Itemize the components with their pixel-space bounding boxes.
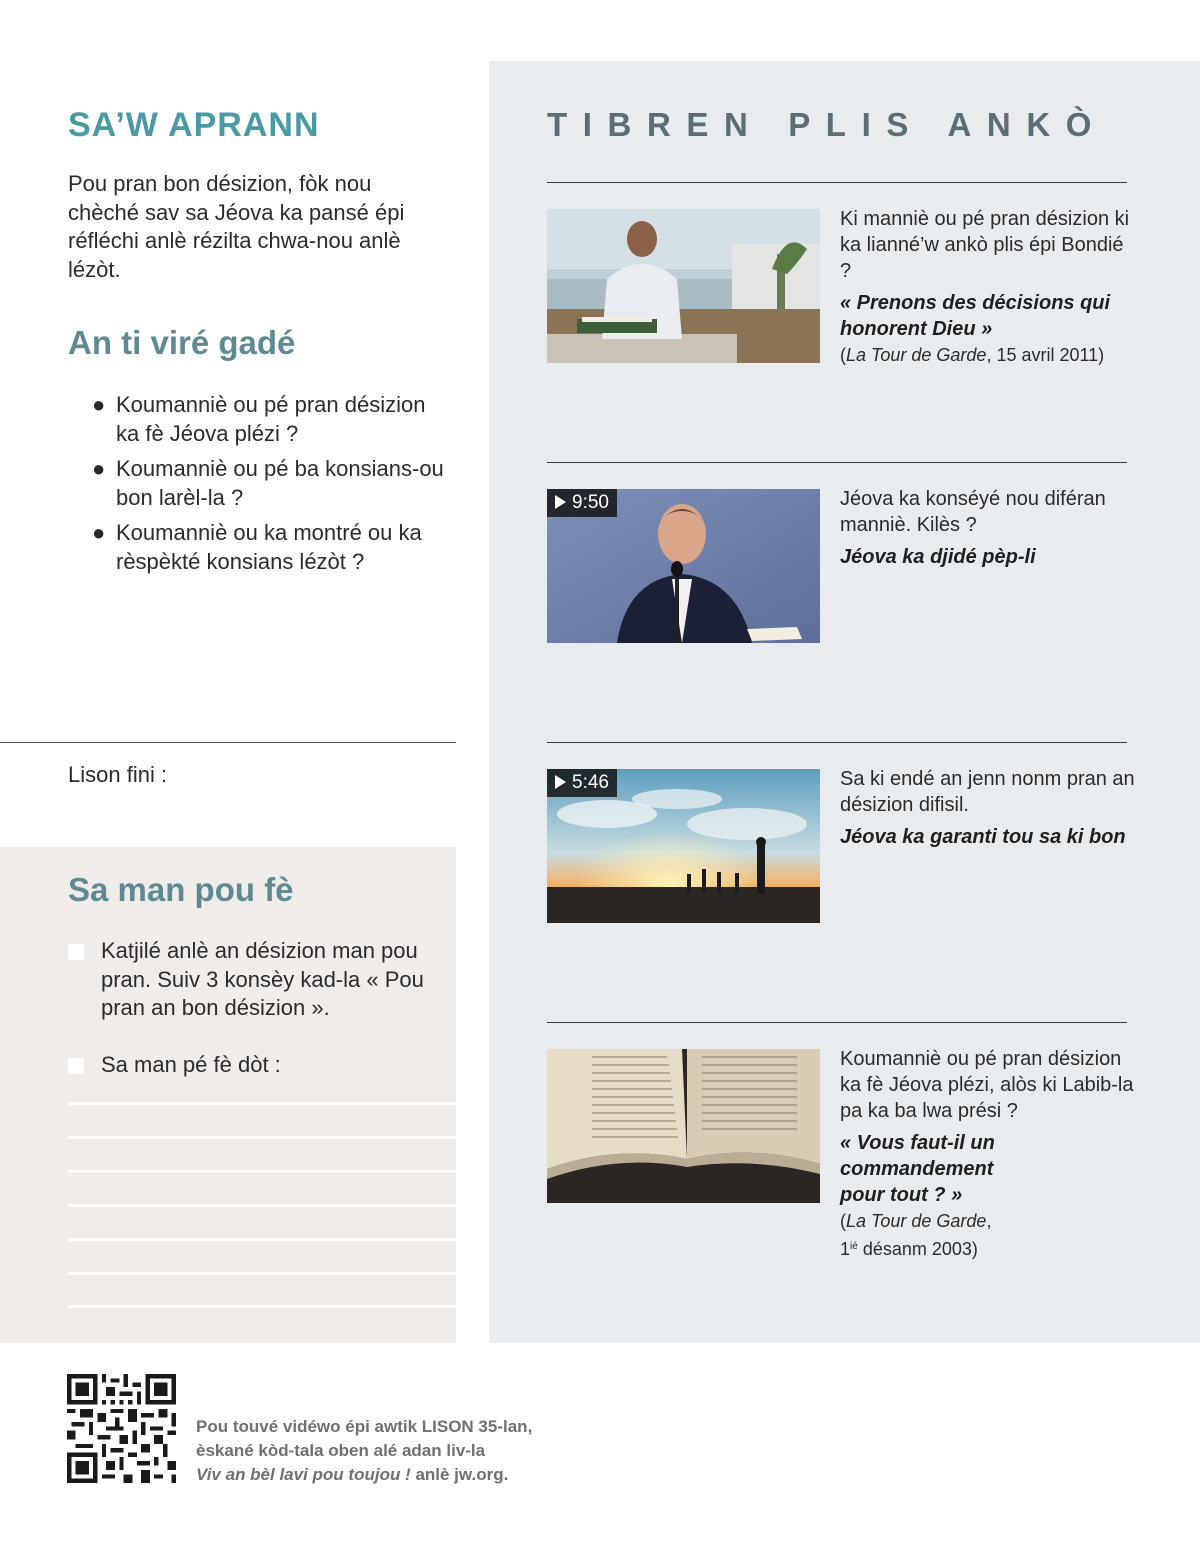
learn-more-title: TIBREN PLIS ANKÒ xyxy=(547,106,1108,143)
writing-line[interactable] xyxy=(68,1102,456,1105)
footer-instructions: Pou touvé vidéwo épi awtik LISON 35-lan, èskané kòd-tala oben alé adan liv-la Viv an bèl lavi pou toujou ! anlè jw.org. xyxy=(196,1417,533,1484)
article-thumbnail[interactable] xyxy=(547,209,820,363)
play-icon xyxy=(555,495,566,509)
video-link[interactable]: Jéova ka djidé pèp-li xyxy=(840,546,1036,568)
review-list xyxy=(92,391,452,583)
review-item: ● Koumanniè ou pé pran désizion ka fè Jéova plézi ? xyxy=(92,392,426,446)
video-question: Jéova ka konséyé nou diféran manniè. Kilès ? xyxy=(840,488,1106,536)
bullet-icon: ● xyxy=(92,392,106,417)
writing-line[interactable] xyxy=(68,1204,456,1207)
review-heading: An ti viré gadé xyxy=(68,324,296,361)
article-item xyxy=(840,206,1135,368)
checkbox[interactable] xyxy=(68,944,84,960)
video-thumbnail[interactable] xyxy=(547,489,820,643)
divider xyxy=(547,182,1127,183)
saw-aprann-title: SA’W APRANN xyxy=(68,106,320,144)
writing-line[interactable] xyxy=(68,1170,456,1173)
bullet-icon: ● xyxy=(92,456,106,481)
article-link[interactable]: « Vous faut-il un commandement pour tout ? » xyxy=(840,1132,995,1206)
bullet-icon: ● xyxy=(92,520,106,545)
action-heading: Sa man pou fè xyxy=(68,871,294,908)
divider xyxy=(547,1022,1127,1023)
review-item: ● Koumanniè ou ka montré ou ka rèspèkté konsians lézòt ? xyxy=(92,520,422,574)
article-question: Koumanniè ou pé pran désizion ka fè Jéova plézi, alòs ki Labib-la pa ka ba lwa prési ? xyxy=(840,1048,1134,1122)
man-studying-image xyxy=(547,209,820,363)
book-title-link[interactable]: Viv an bèl lavi pou toujou ! xyxy=(196,1465,411,1484)
saw-aprann-summary: Pou pran bon désizion, fòk nou chèché sav sa Jéova ka pansé épi réfléchi anlè rézilta chwa-nou anlè lézòt. xyxy=(68,171,405,282)
checkbox[interactable] xyxy=(68,1058,84,1074)
review-item: ● Koumanniè ou pé ba konsians-ou bon larèl-la ? xyxy=(92,456,444,510)
video-item xyxy=(840,486,1135,570)
open-bible-image xyxy=(547,1049,820,1203)
video-duration-badge: 9:50 xyxy=(547,489,617,517)
action-item[interactable]: Sa man pé fè dòt : xyxy=(68,1051,448,1080)
article-item xyxy=(840,1046,1135,1262)
lesson-completed-label: Lison fini : xyxy=(68,762,168,787)
writing-line[interactable] xyxy=(68,1272,456,1275)
article-thumbnail[interactable] xyxy=(547,1049,820,1203)
play-icon xyxy=(555,775,566,789)
qr-code-icon[interactable] xyxy=(67,1374,176,1483)
writing-line[interactable] xyxy=(68,1238,456,1241)
video-thumbnail[interactable] xyxy=(547,769,820,923)
article-link[interactable]: « Prenons des décisions qui honorent Dieu » xyxy=(840,292,1111,340)
divider xyxy=(547,462,1127,463)
divider xyxy=(0,742,456,743)
article-question: Ki manniè ou pé pran désizion ki ka lianné’w ankò plis épi Bondié ? xyxy=(840,208,1130,282)
action-box xyxy=(0,847,456,1343)
article-source: (La Tour de Garde, 15 avril 2011) xyxy=(840,345,1105,365)
video-item xyxy=(840,766,1135,850)
video-duration-badge: 5:46 xyxy=(547,769,617,797)
video-link[interactable]: Jéova ka garanti tou sa ki bon xyxy=(840,826,1126,848)
article-source: (La Tour de Garde, $1^{ié}$ désanm 2003) xyxy=(840,1211,992,1259)
writing-line[interactable] xyxy=(68,1305,456,1308)
writing-line[interactable] xyxy=(68,1136,456,1139)
divider xyxy=(547,742,1127,743)
action-item[interactable]: Katjilé anlè an désizion man pou pran. Suiv 3 konsèy kad-la « Pou pran an bon désizion ». xyxy=(68,937,448,1023)
video-question: Sa ki endé an jenn nonm pran an désizion difisil. xyxy=(840,768,1135,816)
